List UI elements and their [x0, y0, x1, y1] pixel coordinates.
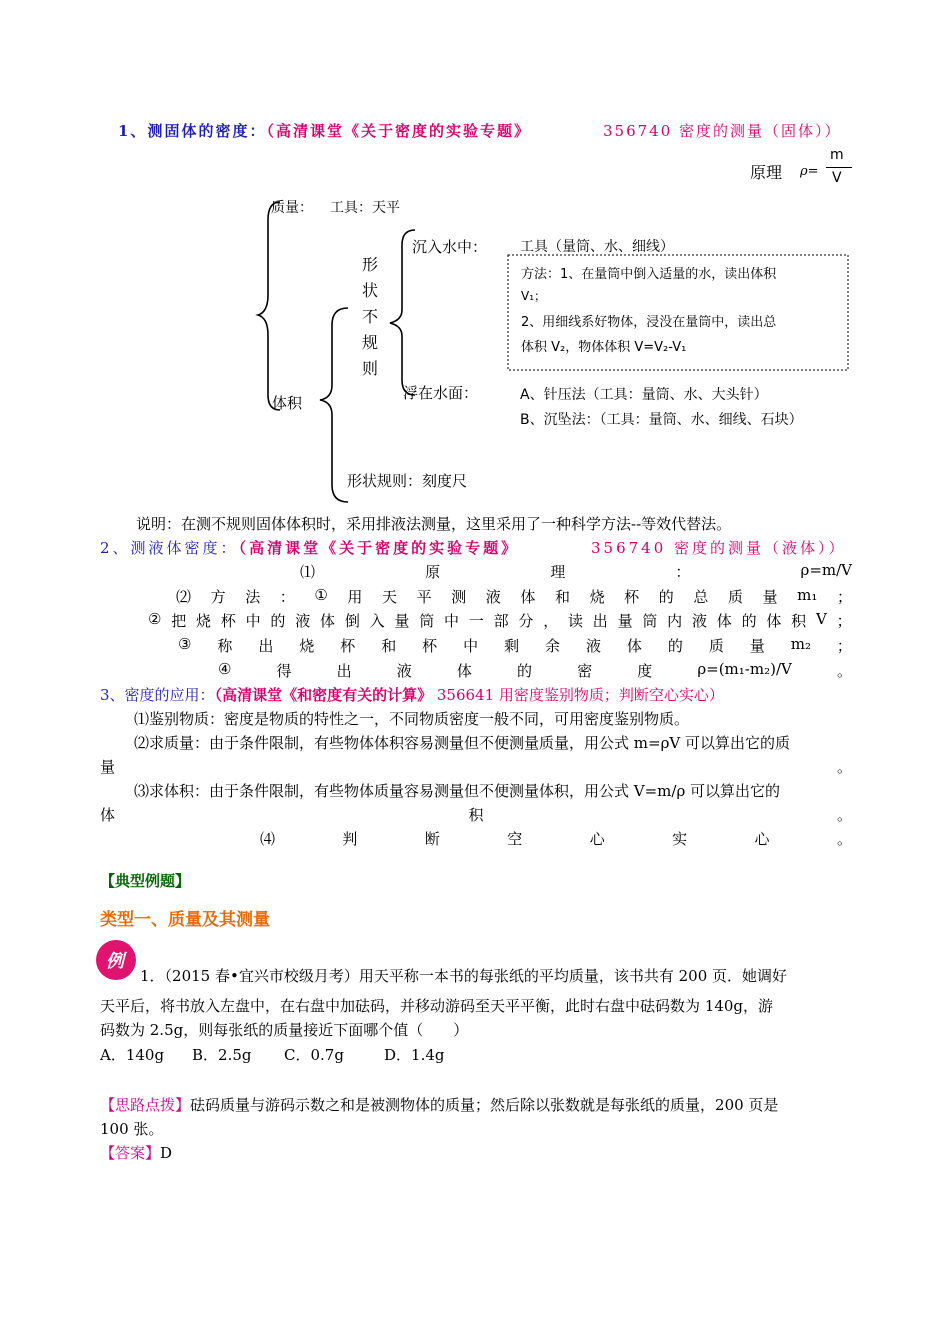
text-char: 的: [270, 612, 286, 630]
answer-line: [100, 1142, 172, 1163]
text-char: 。: [836, 806, 852, 824]
question-1-line-1: 1．（2015 春•宜兴市校级月考）用天平称一本书的每张纸的平均质量，该书共有 200 页．她调好: [140, 967, 788, 985]
section1-topic-line: [603, 120, 842, 141]
formula-rho: ρ=: [800, 164, 819, 179]
section1-topic: 密度的测量（固体））: [679, 122, 842, 140]
text-char: 分: [518, 612, 534, 630]
question-1-line-2: 天平后，将书放入左盘中，在右盘中加砝码，并移动游码至天平平衡，此时右盘中砝码数为 140g，游: [100, 997, 774, 1015]
text-char: 烧: [589, 588, 605, 606]
liquid-step-5: [218, 660, 852, 681]
text-char: ；: [836, 612, 852, 630]
text-char: 量: [617, 612, 633, 630]
text-char: 倒: [344, 612, 360, 630]
section1-heading: [118, 120, 531, 141]
section2-code: 356740: [591, 539, 667, 557]
text-char: 空: [507, 830, 523, 848]
text-char: m₁: [797, 586, 818, 604]
text-char: 和: [554, 588, 570, 606]
text-char: 体: [100, 806, 116, 824]
text-char: ②: [148, 610, 162, 628]
typical-examples-heading: 【典型例题】: [100, 872, 191, 890]
text-char: ：: [675, 563, 691, 581]
section2-topic: 密度的测量（液体））: [674, 539, 847, 557]
text-char: 质: [727, 588, 743, 606]
text-char: 余: [545, 637, 561, 655]
application-item-2-line-2: [100, 756, 852, 777]
text-char: 液: [485, 588, 501, 606]
text-char: ；: [836, 637, 852, 655]
section3-link[interactable]: （高清课堂《和密度有关的计算》: [214, 686, 433, 704]
irregular-shape-label: [362, 252, 378, 382]
irregular-char: 不: [362, 307, 379, 326]
text-char: 。: [836, 830, 852, 848]
text-char: 断: [424, 830, 440, 848]
text-char: 烧: [299, 637, 315, 655]
text-char: 体: [456, 662, 472, 680]
method-line-4: 体积 V₂，物体体积 V=V₂-V₁: [521, 340, 687, 355]
text-char: 原: [425, 563, 441, 581]
section1-title: 测固体的密度：: [147, 122, 267, 140]
text-char: ⑵: [176, 588, 192, 606]
section2-number: 2、: [100, 539, 131, 557]
formula-denominator: V: [832, 170, 842, 186]
liquid-step-4: [178, 635, 852, 656]
sink-tools: 工具（量筒、水、细线）: [520, 239, 674, 255]
section2-title: 测液体密度：: [130, 539, 239, 557]
method-note: 说明：在测不规则固体体积时，采用排液法测量，这里采用了一种科学方法--等效代替法。: [136, 515, 732, 533]
application-item-3-line-2: [100, 804, 852, 825]
mass-label: 质量：: [271, 200, 313, 216]
text-char: 体: [520, 588, 536, 606]
application-item-3-line-1: ⑶求体积：由于条件限制，有些物体质量容易测量但不便测量体积，用公式 V=m/ρ 可以算出它的: [134, 782, 781, 800]
text-char: 入: [369, 612, 385, 630]
hint-line-2: 100 张。: [100, 1120, 164, 1138]
section3-code: 356641: [436, 686, 495, 704]
text-char: 量: [394, 612, 410, 630]
text-char: 出: [336, 662, 352, 680]
text-char: 称: [217, 637, 233, 655]
text-char: 内: [667, 612, 683, 630]
text-char: 量: [100, 758, 116, 776]
principle-label: 原理: [750, 163, 783, 182]
text-char: 液: [396, 662, 412, 680]
text-char: 心: [754, 830, 770, 848]
text-char: 方: [210, 588, 226, 606]
section3-heading: [100, 684, 724, 705]
text-char: 体: [320, 612, 336, 630]
hint-label: 【思路点拨】: [100, 1096, 191, 1114]
text-char: 杯: [340, 637, 356, 655]
text-char: ⑴: [300, 563, 316, 581]
text-char: 平: [416, 588, 432, 606]
option-a[interactable]: A．140g: [100, 1046, 165, 1064]
text-char: 测: [451, 588, 467, 606]
text-char: 液: [295, 612, 311, 630]
question-1-line-3: 码数为 2.5g，则每张纸的质量接近下面哪个值（ ）: [100, 1021, 469, 1039]
section2-heading: [100, 537, 519, 558]
answer-value: D: [160, 1144, 173, 1162]
section1-link[interactable]: （高清课堂《关于密度的实验专题》: [266, 122, 531, 140]
text-char: 度: [637, 662, 653, 680]
volume-label: 体积: [272, 394, 303, 412]
text-char: ：: [279, 588, 295, 606]
section2-topic-line: [591, 537, 847, 558]
text-char: 出: [592, 612, 608, 630]
method-line-1: 方法：1、在量筒中倒入适量的水，读出体积: [521, 267, 777, 282]
irregular-char: 规: [362, 333, 379, 352]
text-char: 的: [741, 612, 757, 630]
text-char: 判: [342, 830, 358, 848]
section3-number: 3、: [100, 686, 125, 704]
formula-numerator: m: [830, 147, 844, 163]
text-char: 液: [585, 637, 601, 655]
text-char: 体: [766, 612, 782, 630]
liquid-step-1: [300, 561, 852, 582]
text-char: ④: [218, 660, 232, 678]
section1-code: 356740: [603, 122, 673, 140]
text-char: 烧: [196, 612, 212, 630]
liquid-step-2: [176, 586, 852, 607]
text-char: 实: [672, 830, 688, 848]
text-char: 用: [347, 588, 363, 606]
text-char: 把: [171, 612, 187, 630]
liquid-step-3: [148, 610, 852, 631]
text-char: ，: [543, 612, 559, 630]
text-char: 一: [468, 612, 484, 630]
text-char: 杯: [422, 637, 438, 655]
application-item-4: [260, 828, 852, 849]
option-b[interactable]: B．2.5g: [192, 1046, 252, 1064]
text-char: 筒: [419, 612, 435, 630]
sink-label: 沉入水中：: [412, 238, 488, 256]
fraction-bar: [826, 167, 852, 168]
irregular-char: 形: [362, 255, 379, 274]
text-char: 。: [836, 758, 852, 776]
answer-label: 【答案】: [100, 1144, 161, 1162]
text-char: ③: [178, 635, 192, 653]
hint-line-1: [100, 1094, 778, 1115]
option-d[interactable]: D．1.4g: [384, 1046, 445, 1064]
text-char: 心: [589, 830, 605, 848]
type-one-heading: 类型一、质量及其测量: [100, 910, 270, 930]
text-char: 质: [708, 637, 724, 655]
text-char: 密: [577, 662, 593, 680]
text-char: ①: [314, 586, 328, 604]
text-char: 杯: [220, 612, 236, 630]
section3-topic: 用密度鉴别物质；判断空心实心）: [498, 686, 724, 704]
text-char: 的: [516, 662, 532, 680]
text-char: 中: [463, 637, 479, 655]
text-char: 天: [382, 588, 398, 606]
text-char: ；: [836, 588, 852, 606]
text-char: 得: [276, 662, 292, 680]
application-item-2-line-1: ⑵求质量：由于条件限制，有些物体体积容易测量但不便测量质量，用公式 m=ρV 可以算出它的质: [134, 734, 790, 752]
section3-title: 密度的应用：: [124, 686, 215, 704]
text-char: 液: [691, 612, 707, 630]
text-char: ρ=(m₁-m₂)/V: [697, 660, 792, 678]
section1-number: 1、: [118, 122, 148, 140]
text-char: 体: [716, 612, 732, 630]
irregular-char: 则: [362, 359, 379, 378]
text-char: 的: [658, 588, 674, 606]
text-char: ⑷: [260, 830, 276, 848]
float-method-b: B、沉坠法：（工具：量筒、水、细线、石块）: [520, 412, 803, 428]
text-char: 杯: [624, 588, 640, 606]
mass-tool: 工具：天平: [330, 200, 400, 216]
text-char: 读: [567, 612, 583, 630]
text-char: 中: [245, 612, 261, 630]
text-char: 理: [550, 563, 566, 581]
text-char: 体: [626, 637, 642, 655]
float-label: 浮在水面：: [403, 384, 479, 402]
irregular-char: 状: [362, 281, 379, 300]
text-char: 剩: [504, 637, 520, 655]
application-item-1: ⑴鉴别物质：密度是物质的特性之一，不同物质密度一般不同，可用密度鉴别物质。: [134, 710, 690, 728]
text-char: 中: [444, 612, 460, 630]
regular-shape-label: 形状规则：刻度尺: [347, 472, 468, 490]
text-char: 法: [245, 588, 261, 606]
text-char: 筒: [642, 612, 658, 630]
text-char: ρ=m/V: [800, 561, 852, 579]
text-char: m₂: [790, 635, 811, 653]
method-line-3: 2、用细线系好物体，浸没在量筒中，读出总: [521, 315, 777, 330]
text-char: 和: [381, 637, 397, 655]
text-char: 总: [693, 588, 709, 606]
option-c[interactable]: C．0.7g: [284, 1046, 344, 1064]
text-char: 部: [493, 612, 509, 630]
section2-link[interactable]: （高清课堂《关于密度的实验专题》: [238, 539, 520, 557]
text-char: 的: [667, 637, 683, 655]
text-char: 量: [749, 637, 765, 655]
float-method-a: A、针压法（工具：量筒、水、大头针）: [520, 387, 768, 403]
text-char: 。: [836, 662, 852, 680]
text-char: 积: [791, 612, 807, 630]
hint-text: 砝码质量与游码示数之和是被测物体的质量；然后除以张数就是每张纸的质量，200 页是: [190, 1096, 779, 1114]
text-char: V: [815, 610, 827, 628]
text-char: 积: [468, 806, 484, 824]
method-line-2: V₁；: [521, 289, 547, 303]
text-char: 量: [762, 588, 778, 606]
example-badge-label: 例: [106, 951, 124, 972]
text-char: 出: [258, 637, 274, 655]
